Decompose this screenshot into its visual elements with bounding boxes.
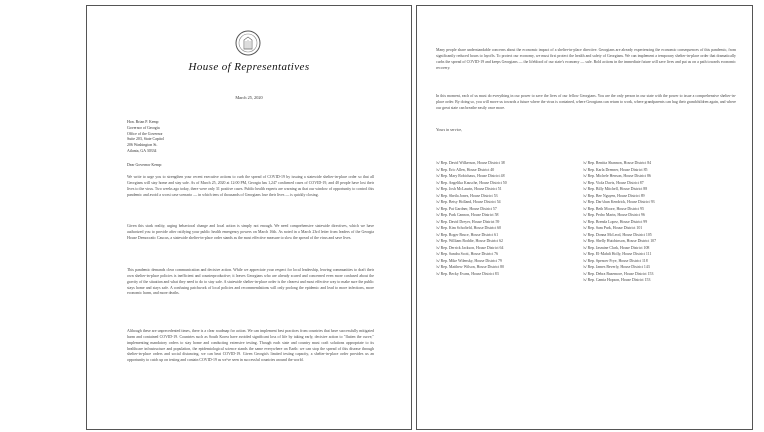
signature-line: /s/ Rep. Debra Bazemore, House District 153 [583,271,654,276]
signature-line: /s/ Rep. Pat Gardner, House District 57 [436,206,497,211]
signature-line: /s/ Rep. Mike Wilensky, House District 79 [436,258,502,263]
salutation: Dear Governor Kemp: [127,163,163,167]
signature-line: /s/ Rep. Kim Schofield, House District 60 [436,226,502,230]
georgia-seal-icon [235,30,261,56]
signature-line: /s/ Rep. Shelly Hutchinson, House District 107 [583,239,657,243]
signature-line: /s/ Rep. Karla Drenner, House District 85 [583,167,648,172]
recipient-address [127,120,164,155]
signature-line: /s/ Rep. Eric Allen, House District 40 [436,167,495,172]
body-paragraph: This pandemic demands clear communication and decisive action. While we appreciate your respect for local leadership, leaving communities to draft their own shelter-in-place policies is inefficient and counterproductive; it leaves Georgians who are already scared and concerned even more confused about the gravity of the situation and what they need to do to stay safe. A statewide shelter-in-place order is the clearest and most effective way to make sure the public stays home and stays safe. A confusing patchwork of local policies and recommendations will only prolong the epidemic and lead to more infections, more economic harm, and more deaths. [127,268,374,296]
signature-line: /s/ Rep. Sheila Jones, House District 53 [436,193,498,198]
address-line: Suite 203, State Capitol [127,137,164,142]
signature-line: /s/ Rep. Josh McLaurin, House District 51 [436,187,502,191]
signature-line: /s/ Rep. Donna McLeod, House District 105 [583,232,652,237]
signature-line: /s/ Rep. Jasmine Clark, House District 108 [583,245,650,250]
signature-line: /s/ Rep. Beth Moore, House District 95 [583,206,644,211]
signature-line: /s/ Rep. Matthew Wilson, House District 80 [436,265,505,269]
signature-list-right [583,160,656,284]
signature-line: /s/ Rep. Bee Nguyen, House District 89 [583,193,645,198]
letter-closing: Yours in service, [436,128,463,132]
letter-page-2 [416,5,753,430]
body-paragraph: Although these are unprecedented times, there is a clear roadmap for action. We can implement best practices from countries that have successfully mitigated harm and contained COVID-19. Countries such as South Korea have avoided significant loss of life by taking early, decisive action to "flatten the curve," implementing mandatory orders to stay home and conducting extensive testing. Though each state and country must craft solutions appropriate to its healthcare infrastructure and population, the epidemiological science stands the same everywhere on Earth: we can stop the spread of this disease through shelter-in-place orders and social distancing, we can beat COVID-19. Given Georgia's limited testing capacity, a shelter-in-place order provides us an opportunity to catch up on testing and contain COVID-19 as we've seen in successful countries around the world. [127,329,374,363]
signature-line: /s/ Rep. Camia Hopson, House District 153 [583,278,651,282]
signature-list-left [436,160,507,277]
signature-line: /s/ Rep. Pedro Marin, House District 96 [583,213,645,217]
address-line: Atlanta, GA 30334 [127,148,157,153]
address-line: Governor of Georgia [127,125,160,130]
body-paragraph: In this moment, each of us must do everything in our power to save the lives of our fellow Georgians. You are the only person in our state with the power to issue a comprehensive shelter-in-place order. By doing so, you will move us towards a future where the virus is contained, where Georgians can return to work, where grandparents can hug their grandchildren again, and where our great state can breathe easily once more. [436,94,736,110]
body-paragraph: Given this stark reality, urging behavioral change and local action is simply not enough. We need comprehensive statewide directives, which we have authorized you to provide after ratifying your public health emergency powers on March 16th. As noted in a March 23rd letter from leaders of the Georgia House Democratic Caucus, a statewide shelter-in-place order stands as the most effective measure to slow the spread of the virus and save lives. [127,224,374,240]
signature-line: /s/ Rep. Michele Henson, House District 86 [583,174,651,178]
address-line: 206 Washington St. [127,143,158,148]
signature-line: /s/ Rep. Park Cannon, House District 58 [436,213,499,217]
body-paragraph: Many people share understandable concerns about the economic impact of a shelter-in-place directive. Georgians are already experiencing the economic consequences of this pandemic, from significantly reduced hours to layoffs. To protect our economy, we must first protect the health and safety of Georgians. We can implement a temporary shelter-in-place order that dramatically curbs the spread of COVID-19 and keeps Georgians — the lifeblood of our state's economy — safe. Bold actions in the immediate future will save lives and put us on a path towards economic recovery. [436,48,736,70]
body-paragraph: We write to urge you to strengthen your recent executive actions to curb the spread of COVID-19 by issuing a statewide shelter-in-place order so that all Georgians will stay home and stay safe. As of March 25, 2020 at 12:00 PM, Georgia has 1,247 confirmed cases of COVID-19, and 40 people have lost their lives to the virus. Two weeks ago today, there were only 31 positive cases. Public health experts are warning us that our window of opportunity to control this pandemic and avoid a worst case scenario — in which tens of thousands of Georgians lose their lives — is quickly closing. [127,175,374,197]
address-line: Hon. Brian P. Kemp [127,120,159,124]
signature-line: /s/ Rep. Spencer Frye, House District 118 [583,258,648,263]
signature-line: /s/ Rep. Becky Evans, House District 83 [436,271,499,276]
signature-line: /s/ Rep. David Wilkerson, House District 38 [436,161,505,165]
signature-line: /s/ Rep. Roger Bruce, House District 61 [436,232,499,237]
signature-line: /s/ Rep. Billy Mitchell, House District 88 [583,187,648,191]
signature-line: /s/ Rep. Brenda Lopez, House District 99 [583,219,648,224]
signature-line: /s/ Rep. Renitta Shannon, House District 84 [583,161,652,165]
signature-line: /s/ Rep. James Beverly, House District 143 [583,265,650,269]
signature-line: /s/ Rep. El-Mahdi Holly, House District 111 [583,252,652,256]
letterhead-title: House of Representatives [188,61,310,73]
signature-line: /s/ Rep. Angelika Kausche, House District 50 [436,180,507,185]
signature-line: /s/ Rep. Derrick Jackson, House District 64 [436,245,504,250]
signature-line: /s/ Rep. David Dreyer, House District 59 [436,219,500,224]
address-line: Office of the Governor [127,131,163,136]
signature-line: /s/ Rep. Sam Park, House District 101 [583,226,643,230]
signature-line: /s/ Rep. Sandra Scott, House District 76 [436,252,499,256]
signature-line: /s/ Rep. William Boddie, House District 62 [436,239,503,243]
letter-page-1 [86,5,412,430]
letter-date: March 25, 2020 [235,95,263,100]
signature-line: /s/ Rep. Dar'shun Kendrick, House District 93 [583,200,655,204]
signature-line: /s/ Rep. Viola Davis, House District 87 [583,180,644,185]
signature-line: /s/ Rep. Betsy Holland, House District 54 [436,200,501,204]
signature-line: /s/ Rep. Mary Robichaux, House District 48 [436,174,505,178]
